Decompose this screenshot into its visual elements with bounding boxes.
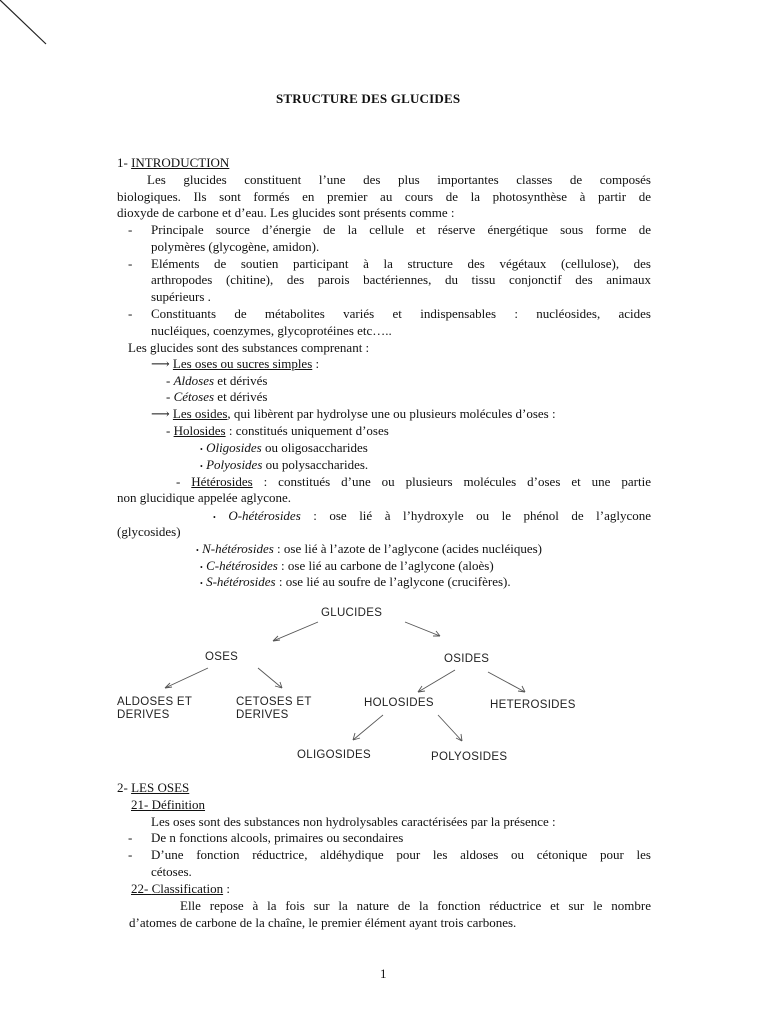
heterosides-line: - Hétérosides : constitués d’une ou plusieurs molécules d’oses et une partie (176, 474, 651, 489)
diagram-node-cetoses: CETOSES ET DERIVES (236, 696, 312, 721)
bullet-dash: - (128, 306, 133, 321)
diagram-node-oses: OSES (205, 651, 239, 663)
classification-text: d’atomes de carbone de la chaîne, le premier élément ayant trois carbones. (129, 915, 517, 930)
arrow-osides-heterosides (488, 672, 525, 692)
heterosides-line-2: non glucidique appelée aglycone. (117, 490, 291, 505)
bullet-dash: - (128, 847, 133, 862)
intro-paragraph-line: dioxyde de carbone et d’eau. Les glucides sont présents comme : (117, 205, 455, 220)
bullet-text: Principale source d’énergie de la cellule et réserve énergétique sous forme de (151, 222, 651, 237)
diagram-node-polyosides: POLYOSIDES (431, 751, 508, 763)
intro-paragraph-line: Les glucides constituent l’une des plus importantes classes de composés (147, 172, 651, 187)
page-title: STRUCTURE DES GLUCIDES (276, 91, 461, 106)
bullet-text: cétoses. (151, 864, 192, 879)
o-heterosides-line-2: (glycosides) (117, 524, 181, 539)
section-intro-heading: 1- INTRODUCTION (117, 155, 230, 170)
bullet-dash: - (128, 222, 133, 237)
definition-heading: 21- Définition (131, 797, 206, 812)
arrow-holosides-polyosides (438, 715, 462, 741)
diagram-node-aldoses: ALDOSES ET DERIVES (117, 696, 193, 721)
bullet-text: polymères (glycogène, amidon). (151, 239, 320, 254)
arrow-holosides-oligosides (353, 715, 383, 740)
bullet-text: Eléments de soutien participant à la structure des végétaux (cellulose), des (151, 256, 651, 271)
arrow-oses-cetoses (258, 668, 282, 688)
bullet-text: Constituants de métabolites variés et indispensables : nucléosides, acides (151, 306, 651, 321)
polyosides-line: • Polyosides ou polysaccharides. (200, 457, 369, 472)
comprise-line: Les glucides sont des substances comprenant : (128, 340, 370, 355)
arrow-icon: ⟶ (151, 356, 170, 371)
intro-paragraph-line: biologiques. Ils sont formés en premier au cours de la photosynthèse à partir de (117, 189, 651, 204)
definition-text: Les oses sont des substances non hydrolysables caractérisées par la présence : (151, 814, 556, 829)
arrow-icon: ⟶ (151, 406, 170, 421)
cetoses-line: - Cétoses et dérivés (166, 389, 268, 404)
diagram-node-holosides: HOLOSIDES (364, 697, 434, 709)
diagram-node-osides: OSIDES (444, 653, 490, 665)
arrow-glucides-oses (273, 622, 318, 641)
classification-heading: 22- Classification : (131, 881, 230, 896)
section-oses-heading: 2- LES OSES (117, 780, 190, 795)
aldoses-line: - Aldoses et dérivés (166, 373, 268, 388)
bullet-text: De n fonctions alcools, primaires ou secondaires (151, 830, 404, 845)
holosides-line: - Holosides : constitués uniquement d’oses (166, 423, 389, 438)
bullet-dash: - (128, 256, 133, 271)
oligosides-line: • Oligosides ou oligosaccharides (200, 440, 368, 455)
c-heterosides-line: • C-hétérosides : ose lié au carbone de l’aglycone (aloès) (200, 558, 494, 573)
diagram-node-heterosides: HETEROSIDES (490, 699, 576, 711)
classification-text: Elle repose à la fois sur la nature de la fonction réductrice et sur le nombre (180, 898, 651, 913)
arrow-glucides-osides (405, 622, 440, 636)
s-heterosides-line: • S-hétérosides : ose lié au soufre de l’aglycone (crucifères). (200, 574, 511, 589)
bullet-text: supérieurs . (151, 289, 211, 304)
osides-line: ⟶ Les osides, qui libèrent par hydrolyse une ou plusieurs molécules d’oses : (151, 406, 556, 421)
bullet-text: nucléiques, coenzymes, glycoprotéines etc….. (151, 323, 392, 338)
diagram-node-glucides: GLUCIDES (321, 607, 383, 619)
bullet-dash: - (128, 830, 133, 845)
bullet-text: arthropodes (chitine), des parois bactériennes, du tissu conjonctif des animaux (151, 272, 651, 287)
page-number: 1 (380, 966, 387, 981)
bullet-text: D’une fonction réductrice, aldéhydique pour les aldoses ou cétonique pour les (151, 847, 651, 862)
arrow-osides-holosides (418, 670, 455, 692)
corner-line (0, 0, 46, 44)
oses-line: ⟶ Les oses ou sucres simples : (151, 356, 320, 371)
arrow-oses-aldoses (165, 668, 208, 688)
o-heterosides-line: • O-hétérosides : ose lié à l’hydroxyle ou le phénol de l’aglycone (213, 508, 651, 523)
n-heterosides-line: • N-hétérosides : ose lié à l’azote de l’aglycone (acides nucléiques) (196, 541, 542, 556)
diagram-node-oligosides: OLIGOSIDES (297, 749, 371, 761)
